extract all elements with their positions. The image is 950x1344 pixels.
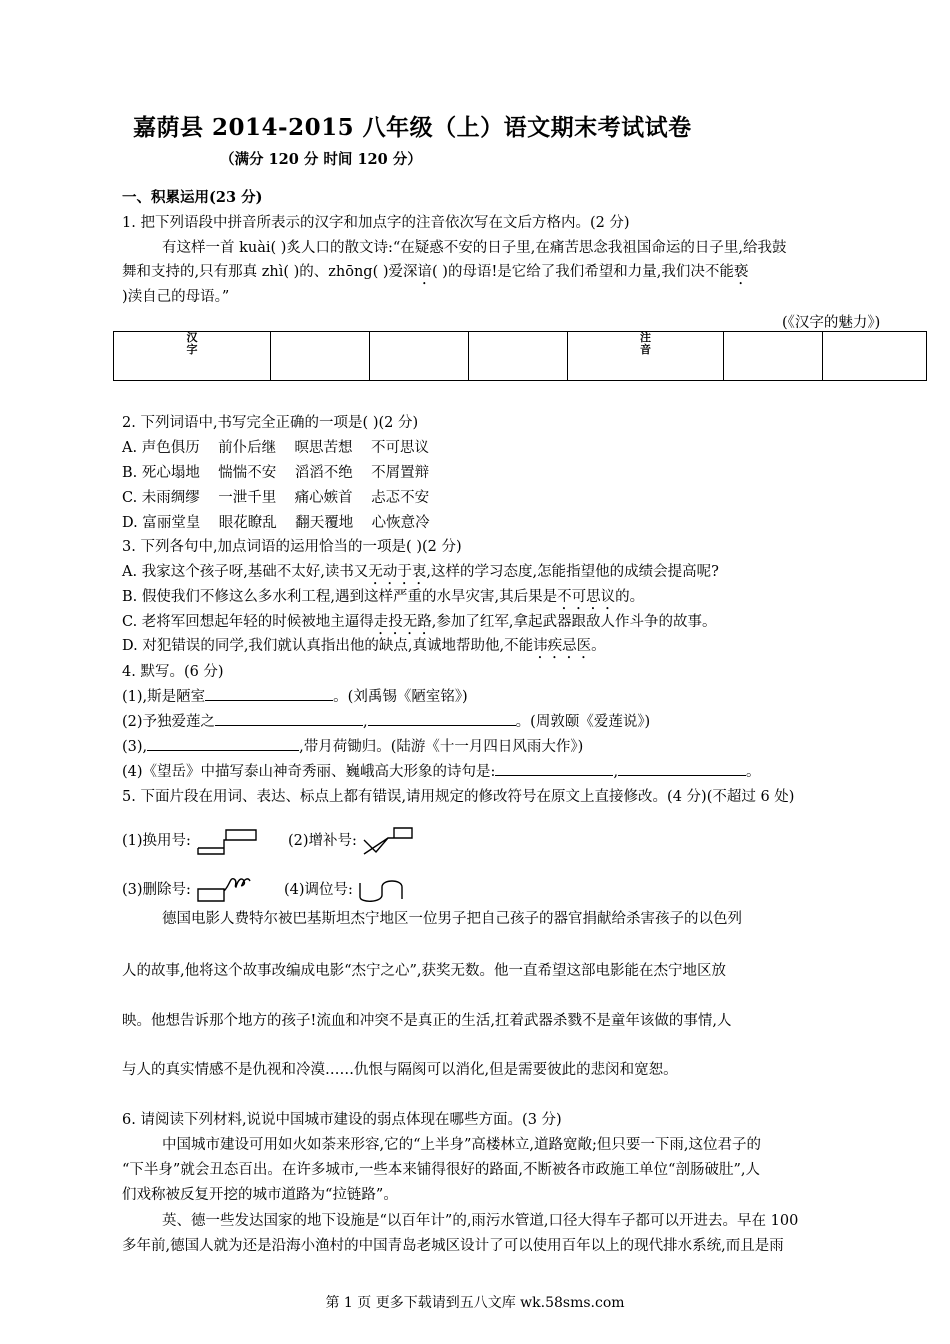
- q4-line3: (3), ,带月荷锄归。(陆游《十一月四日风雨大作》): [122, 735, 583, 756]
- page-footer: 第 1 页 更多下载请到五八文库 wk.58sms.com: [325, 1295, 625, 1311]
- q3-option-b: B. 假使我们不修这么多水利工程,遇到这样严重的水旱灾害,其后果是不可思议的。: [122, 589, 645, 605]
- page-title: 嘉荫县 2014-2015 八年级（上）语文期末考试试卷: [133, 114, 692, 141]
- q2-prompt: 2. 下列词语中,书写完全正确的一项是( )(2 分): [122, 415, 419, 431]
- q2-option-c: C. 未雨绸缪 一泄千里 痛心嫉首 忐忑不安: [122, 490, 430, 506]
- symbol-transpose: (4)调位号:: [284, 875, 408, 905]
- q6-para1-line1: 中国城市建设可用如火如荼来形容,它的“上半身”高楼林立,道路宽敞;但只要一下雨,这位君子的: [162, 1137, 762, 1153]
- q6-prompt: 6. 请阅读下列材料,说说中国城市建设的弱点体现在哪些方面。(3 分): [122, 1112, 562, 1128]
- fill-blank[interactable]: [205, 686, 333, 701]
- delete-mark-icon: [196, 875, 256, 905]
- q2-option-b: B. 死心塌地 惴惴不安 滔滔不绝 不屑置辩: [122, 465, 430, 481]
- q6-para2-line1: 英、德一些发达国家的地下设施是“以百年计”的,雨污水管道,口径大得车子都可以开进去。早在 100: [162, 1213, 799, 1229]
- q5-paragraph-line1: 德国电影人费特尔被巴基斯坦杰宁地区一位男子把自己孩子的器官捐献给杀害孩子的以色列: [162, 911, 742, 927]
- section-heading: 一、积累运用(23 分): [122, 189, 263, 206]
- fill-blank[interactable]: [495, 761, 613, 776]
- q1-line2: 舞和支持的,只有那真 zhì( )的、zhōng( )爱深谙( )的母语!是它给了我们希望和力量,我们决不能亵: [122, 264, 749, 280]
- symbol-replace: (1)换用号:: [122, 826, 260, 856]
- symbol-insert: (2)增补号:: [288, 826, 414, 856]
- answer-cell[interactable]: [370, 332, 469, 381]
- fill-blank[interactable]: [618, 761, 746, 776]
- answer-cell[interactable]: [724, 332, 823, 381]
- q2-option-d: D. 富丽堂皇 眼花瞭乱 翻天覆地 心恢意冷: [122, 515, 430, 531]
- q5-paragraph-line4: 与人的真实情感不是仇视和冷漠……仇恨与隔阂可以消化,但是需要彼此的悲闵和宽恕。: [122, 1062, 678, 1078]
- fill-blank[interactable]: [215, 711, 363, 726]
- q4-prompt: 4. 默写。(6 分): [122, 664, 224, 680]
- q3-option-d: D. 对犯错误的同学,我们就认真指出他的缺点,真诚地帮助他,不能讳疾忌医。: [122, 638, 606, 654]
- q1-source: (《汉字的魅力》): [782, 315, 881, 331]
- q3-option-a: A. 我家这个孩子呀,基础不太好,读书又无动于衷,这样的学习态度,怎能指望他的成绩会提高呢?: [122, 564, 719, 580]
- exam-subtitle: （满分 120 分 时间 120 分）: [220, 151, 422, 168]
- transpose-mark-icon: [358, 875, 408, 905]
- q1-line1: 有这样一首 kuài( )炙人口的散文诗:“在疑惑不安的日子里,在痛苦思念我祖国命运的日子里,给我鼓: [162, 240, 787, 256]
- q1-line3: )渎自己的母语。”: [122, 289, 230, 305]
- table-label-zhuyin: 注 音: [568, 332, 724, 381]
- q6-para1-line3: 们戏称被反复开挖的城市道路为“拉链路”。: [122, 1187, 398, 1203]
- symbol-delete: (3)删除号:: [122, 875, 256, 905]
- q2-option-a: A. 声色俱历 前仆后继 暝思苦想 不可思议: [122, 440, 429, 456]
- q3-prompt: 3. 下列各句中,加点词语的运用恰当的一项是( )(2 分): [122, 539, 462, 555]
- q5-paragraph-line3: 映。他想告诉那个地方的孩子!流血和冲突不是真正的生活,扛着武器杀戮不是童年该做的事情,人: [122, 1013, 732, 1029]
- answer-table: [113, 331, 927, 381]
- insert-mark-icon: [362, 826, 414, 856]
- q5-paragraph-line2: 人的故事,他将这个故事改编成电影“杰宁之心”,获奖无数。他一直希望这部电影能在杰宁地区放: [122, 963, 727, 979]
- answer-cell[interactable]: [823, 332, 927, 381]
- answer-cell[interactable]: [469, 332, 568, 381]
- table-label-hanzi: 汉 字: [114, 332, 271, 381]
- replace-mark-icon: [196, 826, 260, 856]
- q6-para1-line2: “下半身”就会丑态百出。在许多城市,一些本来铺得很好的路面,不断被各市政施工单位“剖肠破肚”,人: [122, 1162, 760, 1178]
- q4-line1: (1),斯是陋室 。(刘禹锡《陋室铭》): [122, 685, 468, 706]
- answer-cell[interactable]: [271, 332, 370, 381]
- q5-prompt: 5. 下面片段在用词、表达、标点上都有错误,请用规定的修改符号在原文上直接修改。(4 分)(不超过 6 处): [122, 789, 795, 805]
- q1-prompt: 1. 把下列语段中拼音所表示的汉字和加点字的注音依次写在文后方格内。(2 分): [122, 215, 630, 231]
- q4-line4: (4)《望岳》中描写泰山神奇秀丽、巍峨高大形象的诗句是: , 。: [122, 760, 761, 781]
- fill-blank[interactable]: [368, 711, 516, 726]
- fill-blank[interactable]: [147, 736, 299, 751]
- q3-option-c: C. 老将军回想起年轻的时候被地主逼得走投无路,参加了红军,拿起武器跟敌人作斗争的故事。: [122, 614, 717, 630]
- q6-para2-line2: 多年前,德国人就为还是沿海小渔村的中国青岛老城区设计了可以使用百年以上的现代排水系统,而且是雨: [122, 1238, 784, 1254]
- q4-line2: (2)予独爱莲之 , 。(周敦颐《爱莲说》): [122, 710, 650, 731]
